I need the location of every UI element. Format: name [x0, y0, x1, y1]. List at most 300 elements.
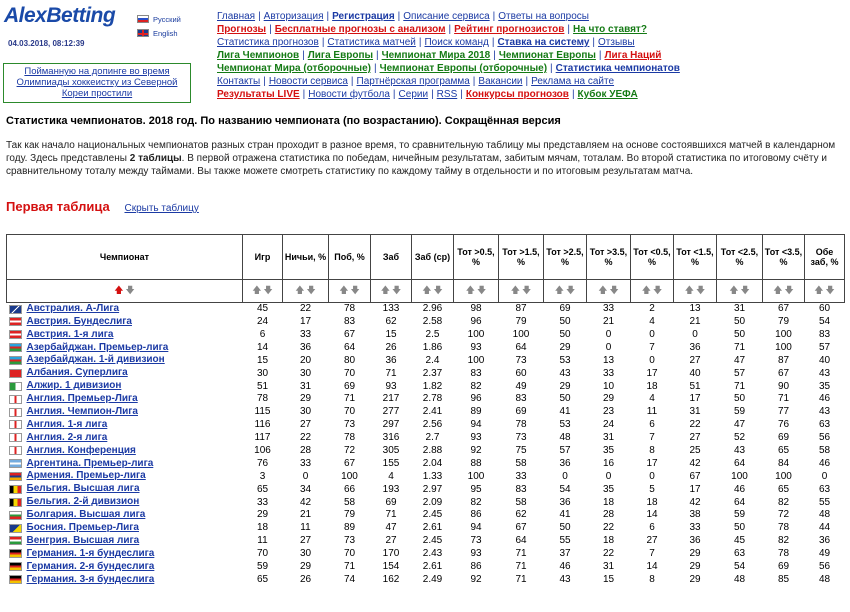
nav-link[interactable]: Чемпионат Европы	[498, 50, 596, 61]
stat-cell: 67	[777, 367, 790, 379]
nav-link[interactable]: Результаты LIVE	[217, 89, 300, 100]
championship-cell	[7, 303, 243, 316]
stat-cell: 29	[602, 393, 615, 405]
stat-cell: 83	[818, 328, 831, 340]
sort-descending-icon[interactable]: 🡇	[566, 285, 576, 295]
flag-ba-icon	[9, 524, 22, 533]
sort-ascending-icon[interactable]: 🡅	[422, 285, 432, 295]
championship-link[interactable]: Австралия. А-Лига	[26, 303, 120, 314]
sort-ascending-icon[interactable]: 🡅	[510, 285, 520, 295]
stat-cell: 59	[733, 406, 746, 418]
stat-cell: 56	[818, 561, 831, 572]
language-en[interactable]	[137, 26, 181, 40]
stat-cell: 50	[733, 328, 746, 340]
flag-en-icon	[9, 408, 22, 417]
stat-cell: 71	[343, 561, 356, 572]
stat-cell: 15	[602, 573, 615, 585]
nav-link[interactable]: Статистика матчей	[327, 37, 416, 48]
championship-link[interactable]: Алжир. 1 дивизион	[26, 380, 122, 392]
stat-cell: 51	[689, 380, 701, 392]
nav-link[interactable]: Статистика чемпионатов	[555, 63, 680, 74]
sort-ascending-icon[interactable]: 🡅	[295, 285, 305, 295]
sort-descending-icon[interactable]: 🡇	[306, 285, 316, 295]
championship-link[interactable]: Аргентина. Премьер-лига	[26, 457, 154, 469]
table-row	[7, 522, 845, 535]
championship-link[interactable]: Англия. Конференция	[26, 444, 136, 456]
stat-cell: 193	[382, 483, 400, 495]
stat-cell: 43	[559, 573, 571, 585]
nav-link[interactable]: Прогнозы	[217, 24, 267, 35]
stat-cell: 96	[470, 393, 482, 405]
stat-cell: 89	[470, 406, 482, 418]
nav-link[interactable]: RSS	[436, 89, 458, 100]
championship-link[interactable]: Германия. 3-я бундеслига	[26, 573, 155, 585]
sort-descending-icon[interactable]: 🡇	[522, 285, 532, 295]
flag-at-icon	[9, 317, 22, 326]
nav-separator: |	[525, 76, 529, 87]
sort-ascending-icon[interactable]: 🡅	[684, 285, 694, 295]
first-table-title: Первая таблица	[6, 199, 110, 214]
stat-cell: 71	[777, 393, 790, 405]
nav-separator: |	[492, 11, 496, 22]
sort-controls	[7, 280, 243, 303]
stat-cell: 69	[515, 406, 527, 418]
stat-cell: 53	[559, 419, 571, 431]
stat-cell: 62	[515, 509, 527, 521]
stat-cell: 2.88	[422, 444, 443, 456]
stat-cell: 93	[470, 548, 482, 560]
championship-cell	[7, 354, 243, 367]
nav-link[interactable]: Главная	[217, 11, 256, 22]
stat-cell: 76	[256, 457, 269, 469]
stat-cell: 4	[388, 470, 394, 482]
stat-cell: 98	[470, 303, 482, 315]
flag-be-icon	[9, 485, 22, 494]
stat-cell: 92	[470, 573, 482, 585]
stat-cell: 31	[602, 561, 615, 572]
stat-cell: 51	[256, 380, 269, 392]
stat-cell: 58	[515, 457, 527, 469]
stat-cell: 96	[470, 316, 482, 328]
championship-link[interactable]: Англия. 1-я лига	[26, 418, 108, 430]
championship-cell	[7, 445, 243, 458]
stat-cell: 37	[559, 548, 571, 560]
column-header: Тот >1.5, %	[499, 235, 544, 280]
stat-cell: 67	[689, 470, 701, 482]
stat-cell: 297	[382, 419, 400, 431]
nav-row	[217, 75, 837, 88]
russia-flag-icon[interactable]	[137, 15, 149, 23]
stat-cell: 54	[559, 483, 571, 495]
sort-controls	[544, 280, 587, 303]
nav-link[interactable]: Лига Чемпионов	[217, 50, 300, 61]
championship-link[interactable]: Австрия. Бундеслига	[26, 315, 132, 327]
stat-cell: 2.96	[422, 303, 443, 315]
championship-link[interactable]: Германия. 2-я бундеслига	[26, 560, 155, 572]
stat-cell: 45	[733, 535, 746, 547]
championship-link[interactable]: Венгрия. Высшая лига	[26, 534, 140, 546]
championship-cell	[7, 380, 243, 393]
nav-link[interactable]: Авторизация	[263, 11, 324, 22]
stat-cell: 46	[818, 457, 831, 469]
sort-ascending-icon[interactable]: 🡅	[814, 285, 824, 295]
stat-cell: 0	[302, 470, 309, 482]
championship-link[interactable]: Англия. 2-я лига	[26, 431, 108, 443]
stat-cell: 2.61	[422, 522, 443, 534]
sort-descending-icon[interactable]: 🡇	[263, 285, 273, 295]
nav-link[interactable]: Лига Наций	[604, 50, 662, 61]
stat-cell: 33	[602, 367, 615, 379]
stat-cell: 72	[777, 509, 790, 521]
column-header: Поб, %	[329, 235, 371, 280]
stat-cell: 79	[515, 316, 527, 328]
stat-cell: 0	[562, 470, 568, 482]
intro-text-part1: Так как начало национальных чемпионатов разных стран проходит в разное время, то сравнительную таблицу мы представляем на основе состоявшихся матчей в календарном году. Здесь представлены	[6, 140, 836, 164]
nav-link[interactable]: Чемпионат Мира 2018	[381, 50, 491, 61]
championship-link[interactable]: Болгария. Высшая лига	[26, 509, 146, 521]
stat-cell: 34	[299, 483, 312, 495]
sort-descending-icon[interactable]: 🡇	[125, 285, 135, 295]
sort-descending-icon[interactable]: 🡇	[477, 285, 487, 295]
nav-link[interactable]: Новости футбола	[308, 89, 390, 100]
championship-link[interactable]: Германия. 1-я бундеслига	[26, 547, 155, 559]
championship-link[interactable]: Англия. Премьер-Лига	[26, 393, 138, 405]
stat-cell: 79	[343, 509, 356, 521]
stat-cell: 50	[559, 522, 571, 534]
stat-cell: 7	[649, 341, 655, 353]
table-row	[7, 432, 845, 445]
stat-cell: 71	[343, 393, 356, 405]
championship-link[interactable]: Бельгия. 2-й дивизион	[26, 496, 140, 508]
championship-cell	[7, 548, 243, 561]
sort-descending-icon[interactable]: 🡇	[740, 285, 750, 295]
sort-descending-icon[interactable]: 🡇	[609, 285, 619, 295]
stat-cell: 48	[733, 573, 746, 585]
stat-cell: 69	[777, 561, 790, 572]
stat-cell: 2.45	[422, 535, 443, 547]
logo-text[interactable]: AlexBetting	[4, 4, 116, 27]
stat-cell: 6	[649, 419, 655, 431]
nav-link[interactable]: На что ставят?	[573, 24, 647, 35]
nav-link[interactable]: Лига Европы	[307, 50, 374, 61]
stat-cell: 17	[689, 483, 701, 495]
nav-link[interactable]: Ставка на систему	[497, 37, 590, 48]
stat-cell: 36	[385, 354, 397, 366]
stat-cell: 21	[689, 316, 701, 328]
stat-cell: 67	[515, 522, 527, 534]
nav-link[interactable]: Контакты	[217, 76, 261, 87]
table-row	[7, 393, 845, 406]
stat-cell: 50	[559, 328, 571, 340]
stat-cell: 49	[515, 380, 527, 392]
stat-cell: 30	[299, 367, 312, 379]
stat-cell: 60	[818, 303, 831, 315]
table-row	[7, 496, 845, 509]
table-row	[7, 303, 845, 316]
stat-cell: 36	[559, 496, 571, 508]
nav-row	[217, 62, 837, 75]
stat-cell: 65	[777, 483, 790, 495]
stat-cell: 26	[385, 341, 397, 353]
championship-cell	[7, 457, 243, 470]
sort-controls	[587, 280, 631, 303]
table-row	[7, 380, 845, 393]
stat-cell: 71	[515, 548, 527, 560]
flag-hu-icon	[9, 536, 22, 545]
stat-cell: 46	[559, 561, 571, 572]
flag-dz-icon	[9, 382, 22, 391]
stat-cell: 50	[733, 393, 746, 405]
nav-link[interactable]: Чемпионат Мира (отборочные)	[217, 63, 371, 74]
nav-link[interactable]: Бесплатные прогнозы с анализом	[274, 24, 446, 35]
flag-au-icon	[9, 305, 22, 314]
sort-controls	[329, 280, 371, 303]
stat-cell: 0	[821, 470, 828, 482]
stat-cell: 29	[559, 341, 571, 353]
nav-row	[217, 10, 837, 23]
championship-cell	[7, 329, 243, 342]
stat-cell: 8	[649, 573, 655, 585]
sort-ascending-icon[interactable]: 🡅	[773, 285, 783, 295]
sort-ascending-icon[interactable]: 🡅	[380, 285, 390, 295]
stat-cell: 64	[733, 496, 746, 508]
stat-cell: 2.78	[422, 393, 443, 405]
stat-cell: 64	[733, 457, 746, 469]
stat-cell: 36	[689, 341, 701, 353]
nav-link[interactable]: Чемпионат Европы (отборочные)	[379, 63, 548, 74]
nav-link[interactable]: Новости сервиса	[268, 76, 348, 87]
stat-cell: 36	[689, 535, 701, 547]
stat-cell: 22	[299, 432, 312, 444]
championship-cell	[7, 419, 243, 432]
column-header: Тот <2.5, %	[717, 235, 763, 280]
championship-link[interactable]: Азербайджан. Премьер-лига	[26, 341, 169, 353]
stat-cell: 2.58	[422, 316, 443, 328]
sort-controls	[371, 280, 412, 303]
column-header: Тот <3.5, %	[763, 235, 805, 280]
championship-cell	[7, 393, 243, 406]
stat-cell: 25	[689, 444, 701, 456]
stat-cell: 38	[689, 509, 701, 521]
table-row	[7, 470, 845, 483]
nav-row	[217, 36, 837, 49]
nav-separator: |	[302, 50, 305, 61]
nav-separator: |	[472, 76, 476, 87]
sort-descending-icon[interactable]: 🡇	[696, 285, 706, 295]
stat-cell: 11	[300, 522, 311, 534]
stat-cell: 75	[515, 444, 527, 456]
nav-link[interactable]: Партнёрская программа	[356, 76, 470, 87]
sort-descending-icon[interactable]: 🡇	[392, 285, 402, 295]
sort-controls	[412, 280, 454, 303]
stat-cell: 22	[602, 522, 615, 534]
stat-cell: 71	[733, 380, 746, 392]
stat-cell: 82	[777, 535, 790, 547]
stat-cell: 100	[467, 328, 485, 340]
uk-flag-icon[interactable]	[137, 29, 149, 37]
championship-cell	[7, 341, 243, 354]
language-ru[interactable]	[137, 12, 181, 26]
sort-controls-row	[7, 280, 845, 303]
stat-cell: 71	[515, 573, 527, 585]
stat-cell: 69	[343, 380, 356, 392]
stat-cell: 78	[777, 548, 790, 560]
stat-cell: 36	[559, 457, 571, 469]
nav-link[interactable]: Кубок УЕФА	[577, 89, 638, 100]
stat-cell: 48	[818, 573, 831, 585]
stat-cell: 3	[259, 470, 266, 482]
sort-ascending-icon[interactable]: 🡅	[554, 285, 564, 295]
stat-cell: 45	[256, 303, 269, 315]
sort-ascending-icon[interactable]: 🡅	[114, 285, 124, 295]
stat-cell: 100	[467, 354, 485, 366]
stat-cell: 11	[646, 406, 658, 418]
stat-cell: 10	[602, 380, 615, 392]
sort-ascending-icon[interactable]: 🡅	[641, 285, 651, 295]
nav-separator: |	[598, 50, 602, 61]
stat-cell: 29	[256, 509, 269, 521]
stat-cell: 80	[343, 354, 356, 366]
sort-ascending-icon[interactable]: 🡅	[729, 285, 739, 295]
stat-cell: 30	[299, 548, 312, 560]
championship-link[interactable]: Англия. Чемпион-Лига	[26, 406, 138, 417]
stat-cell: 35	[818, 380, 831, 392]
table-row	[7, 509, 845, 522]
stat-cell: 2.09	[422, 496, 443, 508]
championship-link[interactable]: Албания. Суперлига	[26, 367, 128, 379]
stat-cell: 27	[646, 535, 658, 547]
nav-link[interactable]: Конкурсы прогнозов	[465, 89, 569, 100]
stat-cell: 277	[382, 406, 400, 418]
stat-cell: 47	[733, 354, 746, 366]
column-header: Чемпионат	[7, 235, 243, 280]
stat-cell: 50	[559, 316, 571, 328]
stat-cell: 18	[602, 535, 615, 547]
stat-cell: 82	[777, 496, 790, 508]
column-header: Игр	[243, 235, 283, 280]
stat-cell: 50	[733, 522, 746, 534]
stat-cell: 44	[818, 522, 831, 534]
stat-cell: 100	[775, 470, 792, 482]
stat-cell: 73	[343, 535, 356, 547]
nav-link[interactable]: Описание сервиса	[403, 11, 490, 22]
nav-separator: |	[491, 37, 495, 48]
stat-cell: 18	[646, 380, 658, 392]
stat-cell: 30	[256, 367, 269, 379]
news-ticker-link[interactable]: Пойманную на допинге во время Олимпиады хоккеистку из Северной Кореи простили	[3, 63, 191, 103]
nav-link[interactable]: Вакансии	[478, 76, 523, 87]
nav-link[interactable]: Регистрация	[332, 11, 395, 22]
table-header-row	[7, 235, 845, 280]
column-header: Тот <1.5, %	[674, 235, 717, 280]
stat-cell: 13	[689, 303, 701, 315]
flag-ar-icon	[9, 459, 22, 468]
stat-cell: 83	[343, 316, 356, 328]
championship-cell	[7, 496, 243, 509]
hide-table-link[interactable]: Скрыть таблицу	[124, 203, 199, 214]
flag-az-icon	[9, 343, 22, 352]
nav-link[interactable]: Реклама на сайте	[531, 76, 615, 87]
sort-descending-icon[interactable]: 🡇	[825, 285, 835, 295]
championship-link[interactable]: Армения. Премьер-лига	[26, 470, 146, 482]
nav-link[interactable]: Рейтинг прогнозистов	[454, 24, 565, 35]
championship-link[interactable]: Босния. Премьер-Лига	[26, 522, 139, 534]
stat-cell: 0	[605, 328, 612, 340]
stat-cell: 41	[559, 406, 571, 418]
stat-cell: 26	[299, 573, 312, 585]
sort-descending-icon[interactable]: 🡇	[433, 285, 443, 295]
sort-controls	[243, 280, 283, 303]
nav-separator: |	[493, 50, 496, 61]
nav-separator: |	[376, 50, 379, 61]
sort-ascending-icon[interactable]: 🡅	[598, 285, 608, 295]
stat-cell: 155	[382, 457, 400, 469]
flag-bg-icon	[9, 511, 22, 520]
stat-cell: 95	[470, 483, 482, 495]
language-switcher	[137, 12, 181, 40]
stat-cell: 57	[733, 367, 746, 379]
nav-link[interactable]: Серии	[398, 89, 429, 100]
stat-cell: 73	[515, 432, 527, 444]
stat-cell: 70	[343, 367, 356, 379]
intro-text-bold: 2 таблицы	[129, 153, 182, 164]
stat-cell: 2.97	[422, 483, 443, 495]
language-ru-label[interactable]: Русский	[153, 14, 181, 24]
stat-cell: 83	[515, 393, 527, 405]
nav-separator: |	[321, 37, 325, 48]
stat-cell: 14	[646, 509, 658, 521]
sort-ascending-icon[interactable]: 🡅	[465, 285, 475, 295]
stat-cell: 29	[559, 380, 571, 392]
championship-stats-table	[6, 234, 845, 586]
stat-cell: 69	[385, 496, 397, 508]
stat-cell: 92	[470, 444, 482, 456]
stat-cell: 41	[559, 509, 571, 521]
stat-cell: 33	[299, 328, 312, 340]
sort-descending-icon[interactable]: 🡇	[784, 285, 794, 295]
stat-cell: 21	[299, 509, 312, 521]
sort-ascending-icon[interactable]: 🡅	[252, 285, 262, 295]
nav-separator: |	[373, 63, 377, 74]
championship-link[interactable]: Азербайджан. 1-й дивизион	[26, 354, 165, 366]
flag-de-icon	[9, 549, 22, 558]
stat-cell: 2.49	[422, 573, 443, 585]
sort-controls	[763, 280, 805, 303]
stat-cell: 57	[559, 444, 571, 456]
nav-link[interactable]: Отзывы	[598, 37, 635, 48]
stat-cell: 17	[646, 457, 658, 469]
stat-cell: 29	[299, 561, 312, 572]
sort-descending-icon[interactable]: 🡇	[653, 285, 663, 295]
sort-descending-icon[interactable]: 🡇	[350, 285, 360, 295]
flag-de-icon	[9, 575, 22, 584]
flag-en-icon	[9, 395, 22, 404]
language-en-label[interactable]: English	[153, 28, 178, 38]
sort-ascending-icon[interactable]: 🡅	[339, 285, 349, 295]
stat-cell: 89	[343, 522, 356, 534]
sort-controls	[805, 280, 845, 303]
stat-cell: 28	[602, 509, 615, 521]
logo[interactable]	[4, 4, 116, 48]
nav-link[interactable]: Ответы на вопросы	[498, 11, 589, 22]
nav-link[interactable]: Статистика прогнозов	[217, 37, 319, 48]
stat-cell: 33	[515, 470, 527, 482]
championship-link[interactable]: Бельгия. Высшая лига	[26, 483, 140, 495]
championship-link[interactable]: Австрия. 1-я лига	[26, 328, 114, 340]
stat-cell: 1.33	[422, 470, 443, 482]
nav-link[interactable]: Поиск команд	[424, 37, 489, 48]
nav-row	[217, 23, 837, 36]
